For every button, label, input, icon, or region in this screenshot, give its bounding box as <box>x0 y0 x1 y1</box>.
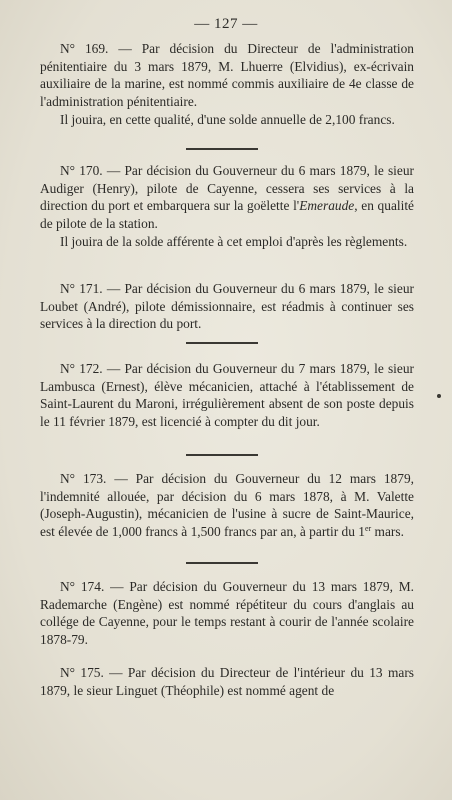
decision-entry-170 <box>40 162 414 251</box>
decision-entry-172 <box>40 360 414 430</box>
entry-text: N° 170. — Par décision du Gouverneur du 6 mars 1879, le sieur Audiger (Henry), pilote de Cayenne, cessera ses services à la direction du port et embarquera sur la goëlette l' <box>40 163 414 213</box>
decision-entry-174 <box>40 578 414 648</box>
entry-paragraph <box>40 162 414 232</box>
decision-entry-169 <box>40 40 414 129</box>
section-divider <box>186 454 258 456</box>
section-divider <box>186 342 258 344</box>
decision-entry-171 <box>40 280 414 333</box>
entry-paragraph: N° 172. — Par décision du Gouverneur du 7 mars 1879, le sieur Lambusca (Ernest), élève mécanicien, attaché à l'établissement de Saint-Laurent du Maroni, irrégulièrement absent de son poste depuis le 11 février 1879, est licencié à compter du dit jour. <box>40 361 414 429</box>
entry-paragraph: N° 175. — Par décision du Directeur de l'intérieur du 13 mars 1879, le sieur Linguet (Théophile) est nommé agent de <box>40 665 414 698</box>
entry-paragraph: Il jouira de la solde afférente à cet emploi d'après les règlements. <box>60 234 408 249</box>
ship-name: Emeraude <box>299 198 355 213</box>
decision-entry-173 <box>40 470 414 540</box>
entry-paragraph: N° 169. — Par décision du Directeur de l'administration pénitentiaire du 3 mars 1879, M. Lhuerre (Elvidius), ex-écrivain auxiliaire de la marine, est nommé commis auxiliaire de 4e classe de l'administration pénitentiaire. <box>40 41 414 109</box>
decision-entry-175 <box>40 664 414 699</box>
entry-paragraph: N° 174. — Par décision du Gouverneur du 13 mars 1879, M. Rademarche (Engène) est nommé répétiteur du cours d'anglais au collége de Cayenne, pour le temps restant à courir de l'année scolaire 1878-79. <box>40 579 414 647</box>
ink-speck <box>437 394 441 398</box>
superscript: er <box>364 523 372 533</box>
entry-paragraph <box>40 470 414 540</box>
entry-paragraph: Il jouira, en cette qualité, d'une solde annuelle de 2,100 francs. <box>60 112 395 127</box>
entry-paragraph: N° 171. — Par décision du Gouverneur du 6 mars 1879, le sieur Loubet (André), pilote démissionnaire, est réadmis à continuer ses services à la direction du port. <box>40 281 414 331</box>
page-number: — 127 — <box>194 16 258 32</box>
section-divider <box>186 562 258 564</box>
entry-text: N° 173. — Par décision du Gouverneur du 12 mars 1879, l'indemnité allouée, par décision du 6 mars 1878, à M. Valette (Joseph-Augustin), mécanicien de l'usine à sucre de Saint-Maurice, est élevée de 1,000 francs à 1,500 francs par an, à partir du 1 <box>40 471 414 539</box>
entry-text: mars. <box>371 523 404 539</box>
section-divider <box>186 148 258 150</box>
entry-text: , en qualité de pilote de la station. <box>40 198 414 231</box>
